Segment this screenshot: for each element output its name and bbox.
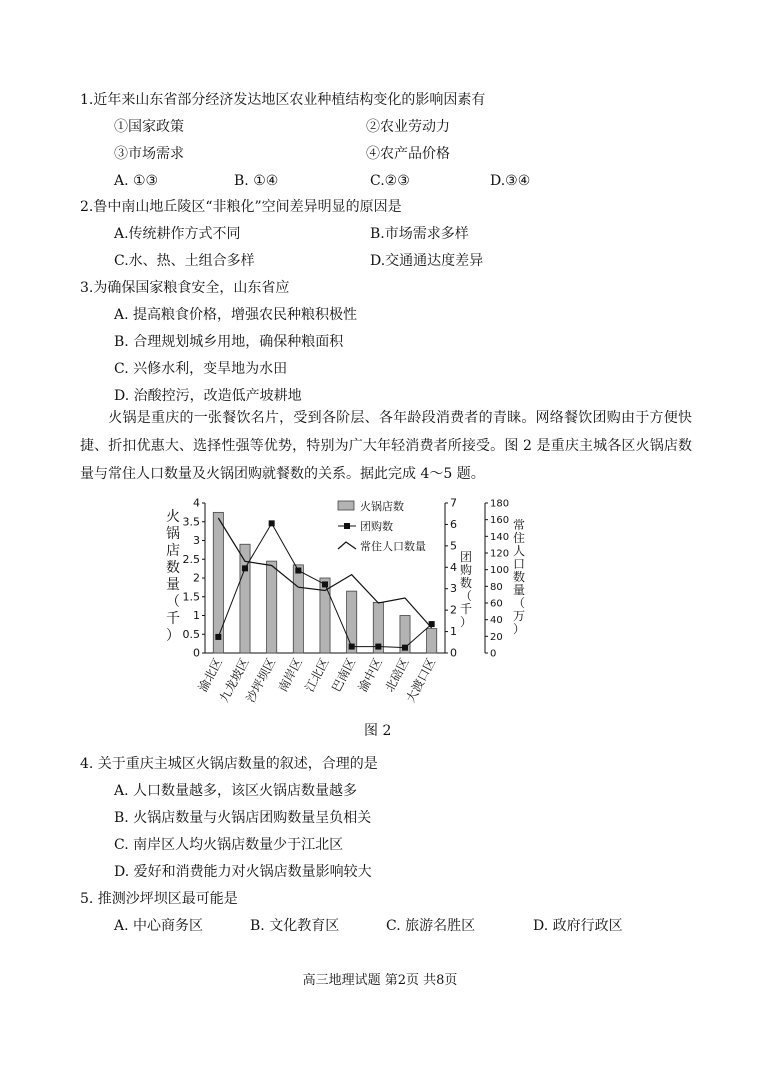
figure-caption: 图 2	[364, 723, 392, 739]
q1-option-c: C.②③	[370, 173, 410, 189]
q3-option-d: D. 治酸控污，改造低产坡耕地	[114, 388, 302, 404]
right-inner-tick-label: 5	[450, 539, 457, 553]
left-axis-title: 店	[166, 543, 180, 559]
left-axis-title: （	[166, 594, 180, 610]
left-tick-label: 3	[193, 534, 200, 547]
category-label: 北碚区	[382, 655, 412, 695]
q2-option-c: C.水、热、土组合多样	[114, 253, 255, 269]
bar	[213, 512, 223, 653]
right-outer-axis-title: 常	[512, 518, 526, 532]
right-outer-tick-label: 120	[490, 548, 510, 560]
left-axis-title: ）	[166, 628, 180, 644]
q5-stem: 5. 推测沙坪坝区最可能是	[80, 891, 238, 907]
right-outer-axis-title: （	[512, 596, 526, 610]
q1-stem: 1.近年来山东省部分经济发达地区农业种植结构变化的影响因素有	[80, 92, 486, 108]
q4-stem: 4. 关于重庆主城区火锅店数量的叙述，合理的是	[80, 756, 378, 772]
left-tick-label: 0	[193, 646, 200, 660]
page-footer: 高三地理试题 第2页 共8页	[302, 973, 458, 988]
right-inner-tick-label: 3	[450, 582, 457, 596]
q3-option-b: B. 合理规划城乡用地，确保种粮面积	[114, 334, 344, 350]
legend-group-buy-label: 团购数	[360, 520, 393, 533]
left-axis-title: 火	[166, 509, 180, 525]
legend-population-line	[338, 542, 356, 549]
right-inner-tick-label: 4	[450, 560, 457, 574]
right-outer-tick-label: 160	[490, 515, 510, 527]
group-buy-point	[322, 581, 328, 587]
right-outer-tick-label: 20	[490, 631, 503, 643]
q1-item-1: ①国家政策	[114, 119, 184, 135]
q2-option-d: D.交通通达度差异	[370, 253, 484, 269]
legend-population-label: 常住人口数量	[360, 540, 426, 553]
right-outer-axis-title: 量	[512, 583, 526, 597]
legend-group-buy-marker	[344, 523, 350, 529]
right-outer-tick-label: 0	[490, 648, 497, 660]
right-outer-tick-label: 100	[490, 565, 510, 577]
group-buy-point	[295, 568, 301, 574]
right-inner-axis-title: 团	[459, 550, 473, 564]
left-axis-title: 锅	[166, 526, 180, 542]
left-tick-label: 1.5	[182, 590, 200, 604]
right-inner-tick-label: 0	[450, 646, 457, 660]
q4-option-d: D. 爱好和消费能力对火锅店数量影响较大	[114, 864, 372, 880]
left-tick-label: 0.5	[182, 627, 200, 641]
q4-option-c: C. 南岸区人均火锅店数量少于江北区	[114, 837, 344, 853]
q5-option-c: C. 旅游名胜区	[386, 918, 476, 934]
bar	[267, 561, 277, 653]
category-label: 大渡口区	[403, 655, 439, 705]
right-inner-axis-title: ）	[459, 615, 473, 629]
group-buy-point	[215, 634, 221, 640]
category-label: 南岸区	[275, 655, 305, 695]
q5-option-d: D. 政府行政区	[533, 918, 623, 934]
category-label: 渝北区	[195, 655, 225, 695]
category-label: 渝中区	[355, 655, 385, 695]
q4-option-a: A. 人口数量越多，该区火锅店数量越多	[114, 783, 358, 799]
bar	[320, 578, 330, 653]
q1-item-2: ②农业劳动力	[366, 119, 450, 135]
q5-option-a: A. 中心商务区	[114, 918, 204, 934]
right-inner-tick-label: 7	[450, 496, 457, 510]
left-tick-label: 4	[193, 496, 200, 510]
right-inner-tick-label: 1	[450, 625, 457, 639]
q2-stem: 2.鲁中南山地丘陵区“非粮化”空间差异明显的原因是	[80, 199, 402, 215]
right-outer-axis-title: 人	[512, 544, 526, 558]
left-tick-label: 2	[193, 571, 200, 585]
right-inner-axis-title: 购	[459, 563, 473, 577]
q2-option-a: A.传统耕作方式不同	[114, 226, 241, 242]
passage-text: 火锅是重庆的一张餐饮名片，受到各阶层、各年龄段消费者的青睐。网络餐饮团购由于方便快捷、折扣优惠大、选择性强等优势，特别为广大年轻消费者所接受。图 2 是重庆主城各区火锅店数量与常住人口数量及火锅团购就餐数的关系。据此完成 4～5 题。	[80, 410, 692, 482]
bar	[427, 629, 437, 653]
left-axis-title: 千	[166, 611, 180, 627]
group-buy-point	[402, 645, 408, 651]
group-buy-point	[242, 565, 248, 571]
q1-item-4: ④农产品价格	[366, 146, 450, 162]
right-outer-tick-label: 40	[490, 615, 503, 627]
passage	[80, 404, 692, 488]
left-tick-label: 3.5	[182, 515, 200, 529]
q2-option-b: B.市场需求多样	[370, 226, 469, 242]
right-inner-axis-title: 千	[459, 602, 473, 616]
right-outer-axis-title: 口	[512, 557, 526, 571]
right-outer-tick-label: 140	[490, 531, 510, 543]
right-outer-tick-label: 80	[490, 581, 503, 593]
q1-option-b: B. ①④	[234, 173, 279, 189]
bar	[293, 565, 303, 653]
category-label: 巴南区	[329, 655, 359, 695]
right-outer-axis-title: 住	[512, 531, 526, 545]
group-buy-point	[375, 644, 381, 650]
left-axis-title: 量	[166, 577, 180, 593]
q3-option-a: A. 提高粮食价格，增强农民种粮积极性	[114, 307, 358, 323]
right-outer-axis-title: 万	[512, 609, 526, 623]
left-axis-title: 数	[166, 560, 180, 576]
q3-option-c: C. 兴修水利，变旱地为水田	[114, 361, 288, 377]
right-outer-tick-label: 180	[490, 498, 510, 510]
q5-option-b: B. 文化教育区	[250, 918, 340, 934]
category-label: 沙坪坝区	[243, 655, 279, 705]
q1-option-a: A. ①③	[114, 173, 159, 189]
hotpot-chart	[160, 495, 550, 710]
right-outer-axis-title: ）	[512, 622, 526, 636]
group-buy-point	[429, 621, 435, 627]
category-label: 江北区	[302, 655, 332, 695]
q1-item-3: ③市场需求	[114, 146, 184, 162]
right-inner-axis-title: 数	[459, 576, 473, 590]
right-outer-tick-label: 60	[490, 598, 503, 610]
left-tick-label: 1	[193, 609, 200, 622]
right-inner-axis-title: （	[459, 589, 473, 603]
right-outer-axis-title: 数	[512, 570, 526, 584]
group-buy-point	[349, 644, 355, 650]
q1-option-d: D.③④	[490, 173, 531, 189]
legend-bar-swatch	[338, 501, 354, 510]
q4-option-b: B. 火锅店数量与火锅店团购数量呈负相关	[114, 810, 372, 826]
right-inner-tick-label: 2	[450, 603, 457, 617]
group-buy-point	[269, 520, 275, 526]
category-label: 九龙坡区	[216, 655, 252, 705]
legend-bar-label: 火锅店数	[360, 500, 404, 513]
right-inner-tick-label: 6	[450, 517, 457, 531]
left-tick-label: 2.5	[182, 552, 200, 566]
q3-stem: 3.为确保国家粮食安全，山东省应	[80, 280, 290, 296]
